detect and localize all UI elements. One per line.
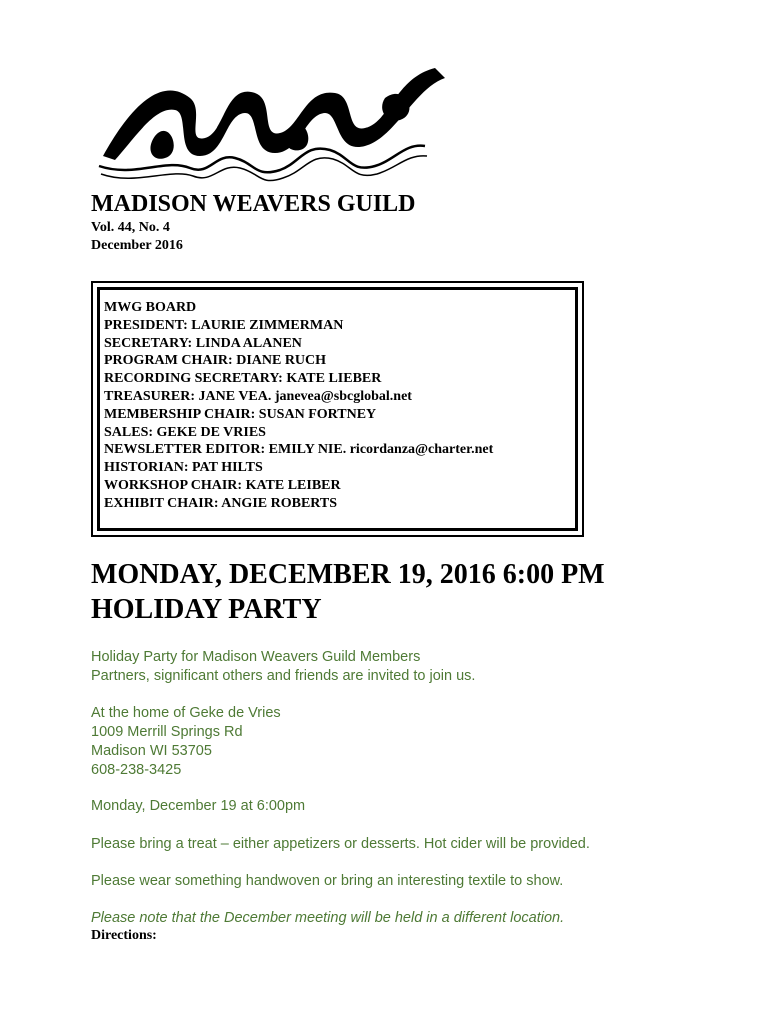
- board-president: PRESIDENT: LAURIE ZIMMERMAN: [104, 317, 344, 333]
- guild-title: MADISON WEAVERS GUILD: [91, 191, 416, 217]
- board-box-inner: [97, 287, 578, 531]
- board-membership-chair: MEMBERSHIP CHAIR: SUSAN FORTNEY: [104, 406, 377, 422]
- board-newsletter-editor: NEWSLETTER EDITOR: EMILY NIE. ricordanza@charter.net: [104, 442, 494, 458]
- volume-number: Vol. 44, No. 4: [91, 220, 170, 235]
- woven-yarn-logo-icon: [95, 58, 450, 190]
- location-note: Please note that the December meeting will be held in a different location.: [91, 910, 565, 926]
- board-historian: HISTORIAN: PAT HILTS: [104, 460, 263, 476]
- intro-line-2: Partners, significant others and friends are invited to join us.: [91, 668, 476, 684]
- meeting-datetime: Monday, December 19 at 6:00pm: [91, 798, 306, 814]
- board-program-chair: PROGRAM CHAIR: DIANE RUCH: [104, 353, 327, 369]
- location-line-3: Madison WI 53705: [91, 743, 212, 759]
- board-recording-secretary: RECORDING SECRETARY: KATE LIEBER: [104, 371, 382, 387]
- board-sales: SALES: GEKE DE VRIES: [104, 424, 266, 440]
- directions-label: Directions:: [91, 928, 157, 943]
- location-line-4: 608-238-3425: [91, 762, 182, 778]
- board-secretary: SECRETARY: LINDA ALANEN: [104, 335, 302, 351]
- meeting-heading-title: HOLIDAY PARTY: [91, 594, 322, 625]
- board-box: [91, 281, 584, 537]
- treat-note: Please bring a treat – either appetizers or desserts. Hot cider will be provided.: [91, 836, 590, 852]
- location-line-2: 1009 Merrill Springs Rd: [91, 724, 243, 740]
- meeting-heading-date: MONDAY, DECEMBER 19, 2016 6:00 PM: [91, 559, 605, 590]
- board-exhibit-chair: EXHIBIT CHAIR: ANGIE ROBERTS: [104, 495, 338, 511]
- board-workshop-chair: WORKSHOP CHAIR: KATE LEIBER: [104, 477, 341, 493]
- intro-line-1: Holiday Party for Madison Weavers Guild Members: [91, 649, 421, 665]
- board-heading: MWG BOARD: [104, 300, 197, 315]
- wear-note: Please wear something handwoven or bring an interesting textile to show.: [91, 873, 564, 889]
- board-treasurer: TREASURER: JANE VEA. janevea@sbcglobal.net: [104, 388, 412, 404]
- location-line-1: At the home of Geke de Vries: [91, 705, 281, 721]
- issue-date: December 2016: [91, 238, 183, 253]
